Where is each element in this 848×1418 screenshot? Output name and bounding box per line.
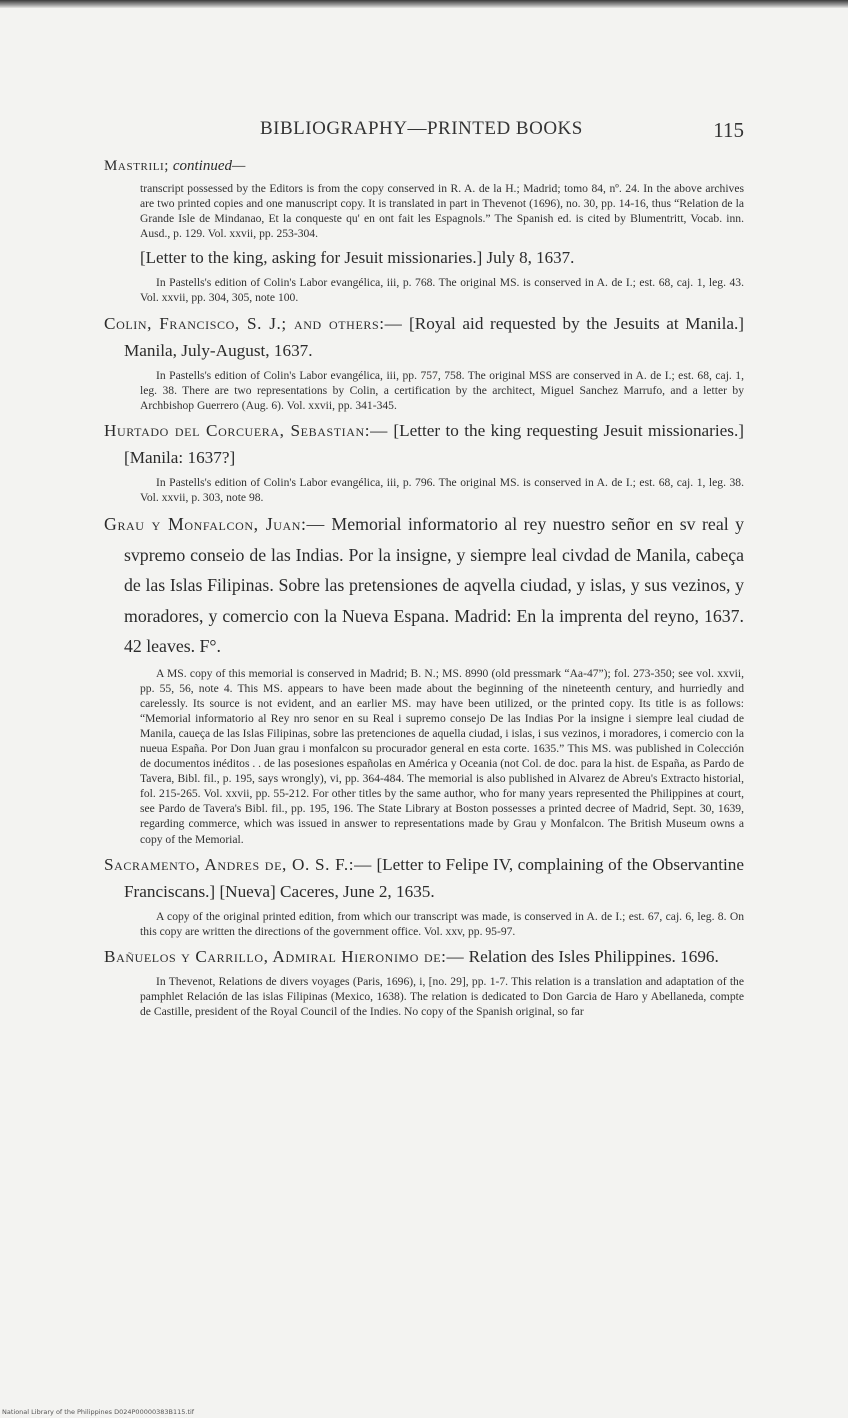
note-paragraph: In Pastells's edition of Colin's Labor evangélica, iii, pp. 757, 758. The original MSS are conserved in A. de I.; est. 68, caj. 1, leg. 38. There are two representations by Colin, a certification by the architect, Miguel Sanchez Marrufo, and a letter by Archbishop Guerrero (Aug. 6). Vol. xxvii, pp. 341-345. — [140, 368, 744, 412]
note-paragraph: In Pastells's edition of Colin's Labor evangélica, iii, p. 768. The original MS. is conserved in A. de I.; est. 68, caj. 1, leg. 43. Vol. xxvii, pp. 304, 305, note 100. — [140, 276, 744, 305]
entry-title: [Letter to the king, asking for Jesuit missionaries.] July 8, 1637. — [140, 248, 575, 268]
continuation-label: continued— — [172, 158, 246, 174]
scan-footer: National Library of the Philippines D024P00000383B115.tif — [2, 1408, 195, 1416]
entry-author: Hurtado del Corcuera, Sebastian:— — [104, 420, 388, 440]
running-head-title: BIBLIOGRAPHY—PRINTED BOOKS — [260, 118, 583, 139]
bibliography-entry — [104, 851, 744, 905]
bibliography-entry — [104, 509, 744, 662]
bibliography-entry — [104, 417, 744, 471]
note-paragraph: transcript possessed by the Editors is from the copy conserved in R. A. de la H.; Madrid; tomo 84, nº. 24. In the above archives are two printed copies and one manuscript copy. It is translated in part in Thevenot (1696), no. 30, pp. 14-16, thus “Relation de la Grande Isle de Mindanao, Et la conqueste qu' en ont fait les Espagnols.” The Spanish ed. is cited by Blumentritt, Vocab. inn. Ausd., p. 129. Vol. xxvii, pp. 253-304. — [140, 182, 744, 241]
entry-title: Memorial informatorio al rey nuestro señor en sv real y svpremo conseio de las Indias. Por la insigne, y siempre leal civdad de Manila, cabeça de las Islas Filipinas. Sobre las pretensiones de aqvella ciudad, y islas, y sus vezinos, y moradores, y comercio con la Nueva Espana. Madrid: En la imprenta del reyno, 1637. 42 leaves. F°. — [124, 514, 744, 657]
entry-title: [Letter to the king requesting Jesuit missionaries.] [Manila: 1637?] — [124, 420, 745, 467]
entry-author: Colin, Francisco, S. J.; and others:— — [104, 313, 403, 333]
note-paragraph: In Thevenot, Relations de divers voyages (Paris, 1696), i, [no. 29], pp. 1-7. This relation is a translation and adaptation of the pamphlet Relación de las islas Filipinas (Mexico, 1638). The relation is dedicated to Don Garcia de Haro y Abellaneda, compte de Castille, president of the Royal Council of the Indies. No copy of the Spanish original, so far — [140, 974, 744, 1019]
entry-title: Relation des Isles Philippines. 1696. — [468, 946, 719, 966]
note-paragraph: In Pastells's edition of Colin's Labor evangélica, iii, p. 796. The original MS. is conserved in A. de I.; est. 68, caj. 1, leg. 38. Vol. xxvii, p. 303, note 98. — [140, 475, 744, 504]
page-number: 115 — [713, 118, 744, 142]
continuation-line — [104, 158, 744, 175]
running-head — [104, 112, 744, 152]
note-paragraph: A copy of the original printed edition, from which our transcript was made, is conserved in A. de I.; est. 67, caj. 6, leg. 8. On this copy are written the directions of the government office. Vol. xxv, pp. 95-97. — [140, 909, 744, 938]
continuation-author: Mastrili; — [104, 158, 170, 174]
book-page — [104, 112, 744, 1023]
entry-title: [Royal aid requested by the Jesuits at Manila.] Manila, July-August, 1637. — [124, 313, 745, 360]
bibliography-entry — [104, 310, 744, 364]
note-paragraph: A MS. copy of this memorial is conserved in Madrid; B. N.; MS. 8990 (old pressmark “Aa-47”); fol. 273-350; see vol. xxvii, pp. 55, 56, note 4. This MS. appears to have been made about the beginning of the nineteenth century, and hurriedly and carelessly. Its source is not evident, and an earlier MS. may have been utilized, or the printed copy. Its title is as follows: “Memorial informatorio al Rey nro senor en su Real i supremo consejo De las Indias Por la insigne i siempre leal ciudad de Manila, caueça de las Islas Filipinas, sobre las pretenciones de aquella ciudad, i islas, i sus vezinos, i moradores, i comercio con la nueua España. Por Don Juan grau i monfalcon su procurador general en esta corte. 1635.” This MS. was published in Colección de documentos inéditos . . de las posesiones españolas en América y Oceania (not Col. de doc. para la hist. de España, as Pardo de Tavera, Bibl. fil., p. 195, says wrongly), vi, pp. 364-484. The memorial is also published in Alvarez de Abreu's Extracto historial, fol. 215-265. Vol. xxvii, pp. 55-212. For other titles by the same author, who for many years represented the Philippines at court, see Pardo de Tavera's Bibl. fil., pp. 195, 196. The State Library at Boston possesses a printed decree of Madrid, Sept. 30, 1639, regarding commerce, which was issued in answer to representations made by Grau y Monfalcon. The British Museum owns a copy of the Memorial. — [140, 666, 744, 846]
scan-edge — [0, 0, 848, 8]
entry-title: [Letter to Felipe IV, complaining of the Observantine Franciscans.] [Nueva] Caceres, June 2, 1635. — [124, 854, 745, 901]
bibliography-entry — [104, 943, 744, 970]
entry-author: Grau y Monfalcon, Juan:— — [104, 514, 325, 535]
entry-author: Bañuelos y Carrillo, Admiral Hieronimo de:— — [104, 946, 465, 966]
entry-author: Sacramento, Andres de, O. S. F.:— — [104, 854, 372, 874]
